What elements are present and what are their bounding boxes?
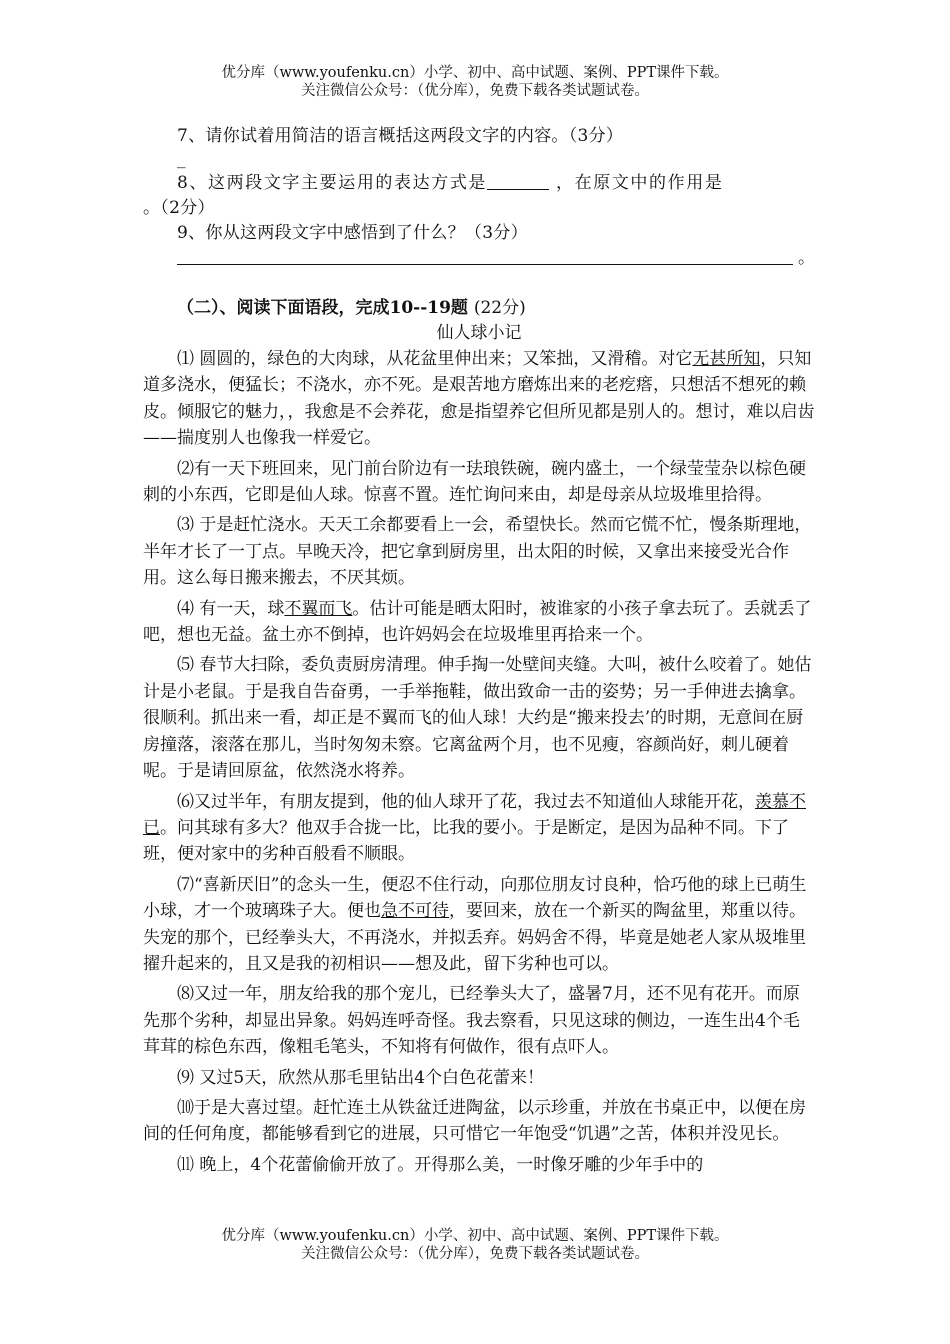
- answer-underline: [177, 264, 793, 265]
- paragraph-1: [143, 346, 815, 452]
- paragraph-4-underlined: 不翼而飞: [284, 598, 353, 619]
- paragraph-11: ⑾ 晚上，4个花蕾偷偷开放了。开得那么美，一时像牙雕的少年手中的: [177, 1154, 704, 1175]
- paragraph-6-underlined: 羡慕不已: [143, 791, 806, 838]
- question-7: 7、请你试着用简洁的语言概括这两段文字的内容。（3分）: [177, 126, 624, 146]
- paragraph-4-text-b: 。估计可能是晒太阳时，被谁家的小孩子拿去玩了。丢就丢了吧，想也无益。盆土亦不倒掉，也许妈妈会在垃圾堆里再拾来一个。: [143, 598, 812, 646]
- paragraph-5: ⑸ 春节大扫除，委负责厨房清理。伸手掏一处壁间夹缝。大叫，被什么咬着了。她估计是小老鼠。于是我自告奋勇，一手举拖鞋，做出致命一击的姿势；另一手伸进去擒拿。很顺利。抓出来一看，却正是不翼而飞的仙人球！大约是“搬来投去’的时期，无意间在厨房撞落，滚落在那儿，当时匆匆未察。它离盆两个月，也不见瘦，容颜尚好，刺儿硬着呢。于是请回原盆，依然浇水将养。: [143, 655, 812, 782]
- header-line-1: 优分库（www.youfenku.cn）小学、初中、高中试题、案例、PPT课件下载。: [221, 65, 729, 81]
- paragraph-6-text-b: 。问其球有多大？他双手合拢一比，比我的要小。于是断定，是因为品种不同。下了班，便对家中的劣种百般看不顺眼。: [143, 817, 789, 865]
- paragraph-9: ⑼ 又过5天，欣然从那毛里钻出4个白色花蕾来！: [177, 1067, 545, 1088]
- question-7-answer-mark: _: [177, 149, 186, 169]
- section-points: (22分): [473, 298, 526, 318]
- page-footer: [0, 1227, 950, 1263]
- paragraph-1-underlined: 无甚所知: [692, 349, 761, 369]
- footer-line-2: 关注微信公众号：（优分库），免费下载各类试题试卷。: [301, 1246, 649, 1262]
- document-body: [143, 124, 815, 1182]
- paragraph-3: ⑶ 于是赶忙浇水。天天工余都要看上一会，希望快长。然而它慌不忙，慢条斯理地，半年才长了一丁点。早晚天冷，把它拿到厨房里，出太阳的时候，又拿出来接受光合作用。这么每日搬来搬去，不厌其烦。: [143, 515, 812, 589]
- header-line-2: 关注微信公众号：（优分库），免费下载各类试题试卷。: [301, 83, 649, 99]
- paragraph-1-text-a: ⑴ 圆圆的，绿色的大肉球，从花盆里伸出来；又笨拙，又滑稽。对它: [177, 349, 693, 369]
- question-9-answer-line[interactable]: [143, 246, 815, 272]
- paragraph-7-text-b: ，要回来，放在一个新买的陶盆里，郑重以待。失宠的那个，已经拳头大，不再浇水，并拟丢弃。妈妈舍不得，毕竟是她老人家从圾堆里擢升起来的，且又是我的初相识——想及此，留下劣种也可以。: [143, 901, 806, 974]
- passage-title: 仙人球小记: [436, 323, 522, 343]
- paragraph-7-text-a: ⑺“喜新厌旧”的念头一生，便忍不住行动，向那位朋友讨良种，恰巧他的球上已萌生小球，才一个玻璃珠子大。便也: [143, 874, 807, 922]
- paragraph-2: ⑵有一天下班回来，见门前台阶边有一珐琅铁碗，碗内盛土，一个绿莹莹杂以棕色硬刺的小东西，它即是仙人球。惊喜不置。连忙询问来由，却是母亲从垃圾堆里拾得。: [143, 458, 806, 506]
- paragraph-10: ⑽于是大喜过望。赶忙连土从铁盆迁进陶盆，以示珍重，并放在书桌正中，以便在房间的任何角度，都能够看到它的进展，只可惜它一年饱受“饥遇”之苦，体积并没见长。: [143, 1097, 806, 1145]
- question-8-blank[interactable]: [487, 173, 549, 190]
- question-9: 9、你从这两段文字中感悟到了什么？（3分）: [177, 223, 528, 243]
- question-8-part-a: 8、这两段文字主要运用的表达方式是: [177, 173, 488, 193]
- section-title-text: （二）、阅读下面语段，完成10--19题: [177, 298, 468, 318]
- question-8-part-b: ，在原文中的作用是: [556, 173, 724, 193]
- paragraph-7-underlined: 急不可待: [381, 901, 449, 922]
- section-title: [143, 296, 815, 321]
- footer-line-1: 优分库（www.youfenku.cn）小学、初中、高中试题、案例、PPT课件下载。: [221, 1228, 729, 1244]
- question-9-end-mark: 。: [798, 248, 815, 268]
- paragraph-7: [143, 872, 815, 978]
- paragraph-6: [143, 789, 815, 868]
- paragraph-4: [143, 596, 815, 649]
- paragraph-4-text-a: ⑷ 有一天，球: [177, 598, 285, 619]
- question-8: [143, 171, 815, 196]
- page-header: [0, 64, 950, 100]
- question-8-continuation: 。（2分）: [143, 198, 215, 218]
- paragraph-1-text-b: ，只知道多浇水，便猛长；不浇水，亦不死。是艰苦地方磨炼出来的老疙瘩，只想活不想死的赖皮。倾服它的魅力，，我愈是不会养花，愈是指望养它但所见都是别人的。想讨，难以启齿——揣度别人也像我一样爱它。: [143, 349, 815, 449]
- paragraph-6-text-a: ⑹又过半年，有朋友提到，他的仙人球开了花，我过去不知道仙人球能开花，: [177, 791, 755, 812]
- paragraph-8: ⑻又过一年，朋友给我的那个宠儿，已经拳头大了，盛暑7月，还不见有花开。而原先那个劣种，却显出异象。妈妈连呼奇怪。我去察看，只见这球的侧边，一连生出4个毛茸茸的棕色东西，像粗毛笔头，不知将有何做作，很有点吓人。: [143, 984, 800, 1058]
